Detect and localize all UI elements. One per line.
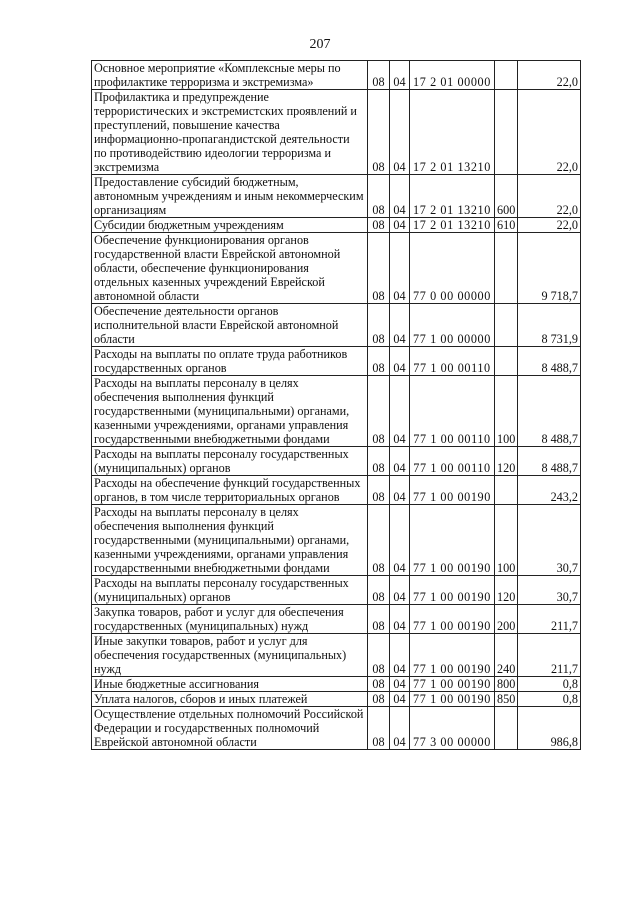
row-section-code: 08 (368, 576, 390, 605)
table-row (92, 476, 581, 505)
row-section-code: 08 (368, 233, 390, 304)
row-target-article: 77 1 00 00190 (410, 692, 495, 707)
table-row (92, 634, 581, 677)
row-name: Профилактика и предупреждение террористических и экстремистских проявлений и преступлений, повышение качества информационно-пропагандистской деятельности по противодействию идеологии терроризма и экстремизма (92, 90, 368, 175)
row-expense-type: 120 (495, 576, 518, 605)
row-expense-type: 800 (495, 677, 518, 692)
table-row (92, 61, 581, 90)
table-row (92, 175, 581, 218)
row-amount: 22,0 (518, 61, 581, 90)
row-name: Иные закупки товаров, работ и услуг для обеспечения государственных (муниципальных) нужд (92, 634, 368, 677)
row-section-code: 08 (368, 447, 390, 476)
row-subsection-code: 04 (390, 347, 410, 376)
row-expense-type (495, 61, 518, 90)
row-amount: 8 488,7 (518, 347, 581, 376)
row-subsection-code: 04 (390, 692, 410, 707)
row-name: Осуществление отдельных полномочий Российской Федерации и государственных полномочий Еврейской автономной области (92, 707, 368, 750)
row-target-article: 77 1 00 00190 (410, 576, 495, 605)
budget-table-body (92, 61, 581, 750)
row-section-code: 08 (368, 304, 390, 347)
row-section-code: 08 (368, 376, 390, 447)
row-amount: 0,8 (518, 692, 581, 707)
row-amount: 22,0 (518, 90, 581, 175)
row-name: Расходы на обеспечение функций государственных органов, в том числе территориальных органов (92, 476, 368, 505)
table-row (92, 576, 581, 605)
row-target-article: 77 1 00 00110 (410, 447, 495, 476)
row-amount: 211,7 (518, 634, 581, 677)
row-subsection-code: 04 (390, 304, 410, 347)
table-row (92, 692, 581, 707)
row-expense-type (495, 90, 518, 175)
row-name: Основное мероприятие «Комплексные меры по профилактике терроризма и экстремизма» (92, 61, 368, 90)
row-target-article: 17 2 01 13210 (410, 90, 495, 175)
row-section-code: 08 (368, 61, 390, 90)
row-amount: 211,7 (518, 605, 581, 634)
row-subsection-code: 04 (390, 90, 410, 175)
table-row (92, 218, 581, 233)
row-expense-type (495, 476, 518, 505)
row-section-code: 08 (368, 505, 390, 576)
row-subsection-code: 04 (390, 218, 410, 233)
row-amount: 8 731,9 (518, 304, 581, 347)
row-target-article: 77 1 00 00190 (410, 605, 495, 634)
row-subsection-code: 04 (390, 376, 410, 447)
row-section-code: 08 (368, 605, 390, 634)
row-expense-type (495, 707, 518, 750)
row-amount: 0,8 (518, 677, 581, 692)
row-amount: 30,7 (518, 505, 581, 576)
row-amount: 243,2 (518, 476, 581, 505)
row-name: Субсидии бюджетным учреждениям (92, 218, 368, 233)
row-amount: 22,0 (518, 175, 581, 218)
row-subsection-code: 04 (390, 175, 410, 218)
row-expense-type: 120 (495, 447, 518, 476)
row-target-article: 77 1 00 00190 (410, 634, 495, 677)
row-expense-type (495, 347, 518, 376)
table-row (92, 605, 581, 634)
row-subsection-code: 04 (390, 605, 410, 634)
row-expense-type: 200 (495, 605, 518, 634)
row-section-code: 08 (368, 218, 390, 233)
row-expense-type: 100 (495, 376, 518, 447)
row-section-code: 08 (368, 347, 390, 376)
row-expense-type (495, 233, 518, 304)
row-target-article: 77 1 00 00190 (410, 476, 495, 505)
row-subsection-code: 04 (390, 707, 410, 750)
row-amount: 22,0 (518, 218, 581, 233)
row-expense-type (495, 304, 518, 347)
table-row (92, 447, 581, 476)
row-amount: 9 718,7 (518, 233, 581, 304)
row-section-code: 08 (368, 175, 390, 218)
row-target-article: 77 1 00 00190 (410, 505, 495, 576)
row-name: Расходы на выплаты персоналу в целях обеспечения выполнения функций государственными (муниципальными) органами, казенными учреждениями, органами управления государственными внебюджетными фондами (92, 505, 368, 576)
row-name: Расходы на выплаты персоналу в целях обеспечения выполнения функций государственными (муниципальными) органами, казенными учреждениями, органами управления государственными внебюджетными фондами (92, 376, 368, 447)
row-target-article: 77 1 00 00110 (410, 376, 495, 447)
row-name: Предоставление субсидий бюджетным, автономным учреждениям и иным некоммерческим организациям (92, 175, 368, 218)
table-row (92, 90, 581, 175)
table-row (92, 505, 581, 576)
row-subsection-code: 04 (390, 476, 410, 505)
row-amount: 8 488,7 (518, 447, 581, 476)
row-target-article: 17 2 01 00000 (410, 61, 495, 90)
row-amount: 8 488,7 (518, 376, 581, 447)
row-subsection-code: 04 (390, 677, 410, 692)
row-amount: 986,8 (518, 707, 581, 750)
row-section-code: 08 (368, 707, 390, 750)
row-target-article: 77 1 00 00190 (410, 677, 495, 692)
table-row (92, 677, 581, 692)
row-name: Расходы на выплаты по оплате труда работников государственных органов (92, 347, 368, 376)
table-row (92, 347, 581, 376)
row-subsection-code: 04 (390, 61, 410, 90)
row-expense-type: 100 (495, 505, 518, 576)
table-row (92, 233, 581, 304)
row-subsection-code: 04 (390, 233, 410, 304)
row-expense-type: 850 (495, 692, 518, 707)
row-amount: 30,7 (518, 576, 581, 605)
row-section-code: 08 (368, 692, 390, 707)
row-target-article: 77 1 00 00000 (410, 304, 495, 347)
row-target-article: 17 2 01 13210 (410, 175, 495, 218)
row-name: Иные бюджетные ассигнования (92, 677, 368, 692)
row-name: Расходы на выплаты персоналу государственных (муниципальных) органов (92, 576, 368, 605)
page-number: 207 (309, 37, 331, 52)
row-target-article: 77 3 00 00000 (410, 707, 495, 750)
row-name: Обеспечение функционирования органов государственной власти Еврейской автономной области, обеспечение функционирования отдельных казенных учреждений Еврейской автономной области (92, 233, 368, 304)
row-section-code: 08 (368, 677, 390, 692)
row-name: Уплата налогов, сборов и иных платежей (92, 692, 368, 707)
row-name: Закупка товаров, работ и услуг для обеспечения государственных (муниципальных) нужд (92, 605, 368, 634)
row-target-article: 17 2 01 13210 (410, 218, 495, 233)
row-target-article: 77 1 00 00110 (410, 347, 495, 376)
row-subsection-code: 04 (390, 505, 410, 576)
row-subsection-code: 04 (390, 447, 410, 476)
row-name: Обеспечение деятельности органов исполнительной власти Еврейской автономной области (92, 304, 368, 347)
row-section-code: 08 (368, 476, 390, 505)
row-expense-type: 600 (495, 175, 518, 218)
row-subsection-code: 04 (390, 634, 410, 677)
row-section-code: 08 (368, 634, 390, 677)
row-name: Расходы на выплаты персоналу государственных (муниципальных) органов (92, 447, 368, 476)
table-row (92, 707, 581, 750)
table-row (92, 376, 581, 447)
row-expense-type: 610 (495, 218, 518, 233)
budget-table (91, 60, 581, 750)
row-subsection-code: 04 (390, 576, 410, 605)
row-section-code: 08 (368, 90, 390, 175)
row-target-article: 77 0 00 00000 (410, 233, 495, 304)
table-row (92, 304, 581, 347)
row-expense-type: 240 (495, 634, 518, 677)
